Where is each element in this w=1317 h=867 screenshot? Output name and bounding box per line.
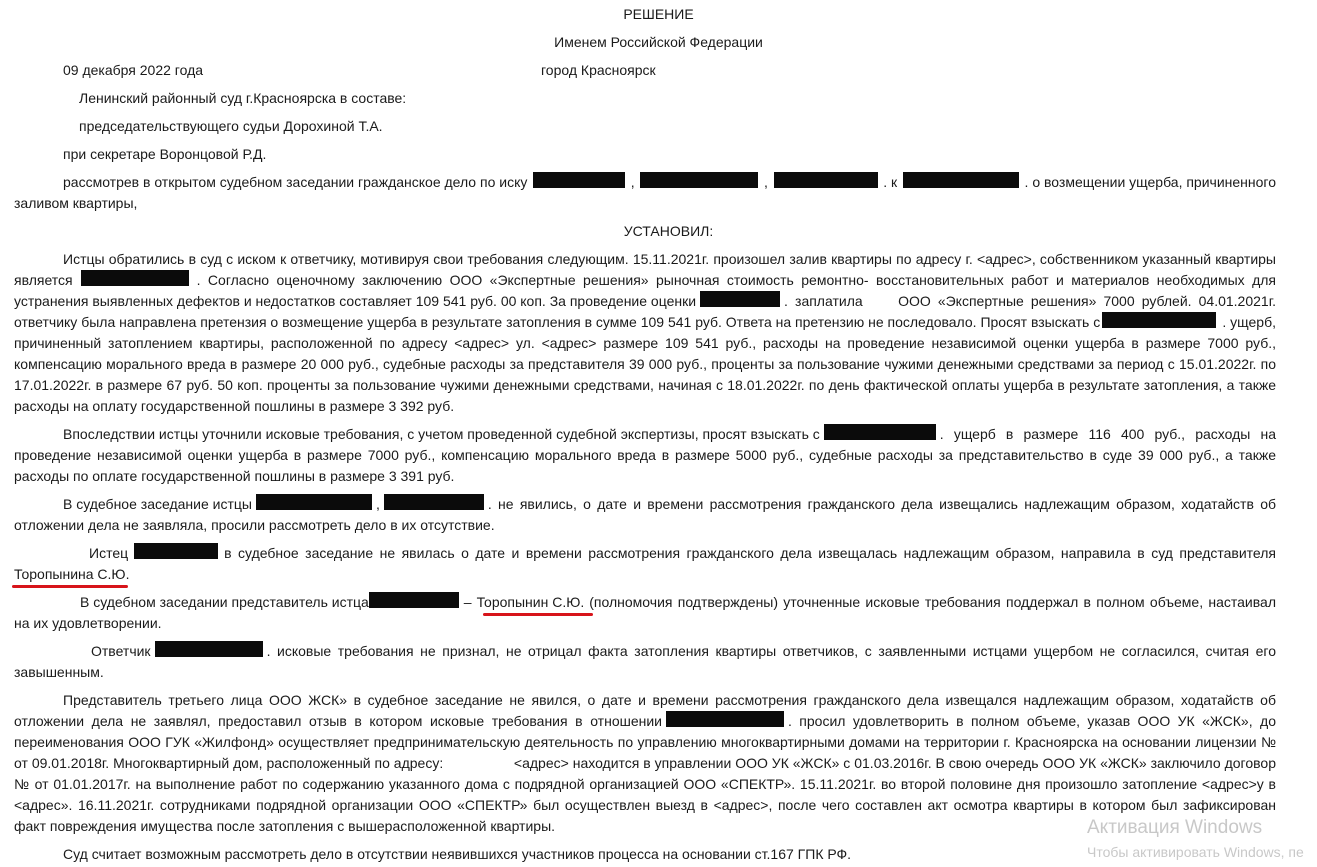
p2-line-3 — [14, 291, 1276, 312]
intro-line-2: заливом квартиры, — [14, 195, 138, 211]
p4-text: В судебное заседание истцы — [63, 496, 252, 512]
p3-line-2: проведение независимой оценки ущерба в размере 7000 руб., компенсацию морального вреда в размере 5000 руб., судебные расходы за представительство в суде 39 000 руб., а также — [14, 447, 1276, 463]
p8-line-5: № от 01.01.2017г. на выполнение работ по содержанию указанного дома с подрядной организацией ООО «СПЕКТР». 15.11.2021г. во второй половине дня произошло затопление <адрес>у в — [14, 776, 1276, 792]
p7-text: . исковые требования не признал, не отрицал факта затопления квартиры ответчиков, с заявленными истцами ущербом не согласился, считая его — [266, 643, 1276, 659]
redaction — [774, 172, 878, 188]
redaction — [155, 641, 263, 657]
section-title: УСТАНОВИЛ: — [623, 223, 714, 239]
p9-line-1: Суд считает возможным рассмотреть дело в отсутствии неявившихся участников процесса на основании ст.167 ГПК РФ. — [63, 846, 852, 862]
p2-text: . Согласно оценочному заключению ООО «Экспертные решения» рыночная стоимость ремонтно- восстановительных работ и материалов необходимых для — [196, 272, 1276, 288]
p6-line-2: на их удовлетворении. — [14, 615, 162, 631]
redaction — [134, 543, 218, 559]
doc-subtitle: Именем Российской Федерации — [554, 34, 763, 50]
redaction — [666, 711, 784, 727]
p7-line-2: завышенным. — [14, 664, 104, 680]
p2-line-1: Истцы обратились в суд с иском к ответчику, мотивируя свои требования следующим. 15.11.2021г. произошел залив квартиры по адресу г. <адрес>, собственником указанный квартиры — [63, 251, 1276, 267]
activation-watermark-title: Активация Windows — [1087, 817, 1263, 838]
intro-line-1 — [63, 172, 1276, 193]
p8-line-1: Представитель третьего лица ООО ЖСК» в судебное заседание не явился, о дате и времени рассмотрения гражданского дела извещался надлежащим образом, ходатайств об — [63, 692, 1276, 708]
p8-line-3: переименования ООО ГУК «Жилфонд» осуществляет предпринимательскую деятельность по управлению многоквартирными домами на территории г. Красноярска на основании лицензии № — [14, 734, 1276, 750]
p4-line-1 — [63, 494, 1276, 515]
p2-line-8: расходы на оплату государственной пошлины в размере 3 392 руб. — [14, 398, 455, 414]
p8-line-7: факт повреждения имущества после затопления с вышерасположенной квартиры. — [14, 818, 556, 834]
p7-text: Ответчик — [91, 643, 151, 659]
representative-name: Торопынин С.Ю. — [476, 594, 585, 610]
p2-text: . ущерб, — [1222, 314, 1276, 330]
intro-text-e: . о возмещении ущерба, причиненного — [1024, 174, 1276, 190]
p4-line-2: отложении дела не заявляла, просили рассмотреть дело в их отсутствие. — [14, 517, 495, 533]
intro-text-d: . к — [883, 174, 898, 190]
p2-line-6: компенсацию морального вреда в размере 20 000 руб., судебные расходы за представителя 39 000 руб., проценты за пользование чужими денежными средствами за период с 15.01.2022г. по — [14, 356, 1276, 372]
redaction — [903, 172, 1019, 188]
redaction — [256, 494, 372, 510]
redaction — [824, 424, 936, 440]
p6-text: В судебном заседании представитель истца — [80, 594, 369, 610]
activation-watermark-subtitle: Чтобы активировать Windows, пе — [1087, 844, 1304, 860]
redaction — [1102, 312, 1216, 328]
p2-text: является — [14, 272, 73, 288]
p2-line-7: 17.01.2022г. в размере 67 руб. 50 коп. проценты за пользование чужими денежными средствами, начиная с 18.01.2022г. по день фактической оплаты ущерба в результате затопления, а также — [14, 377, 1276, 393]
p6-text: (полномочия подтверждены) уточненные исковые требования поддержал в полном объеме, настаивал — [589, 594, 1276, 610]
p3-text: . ущерб в размере 116 400 руб., расходы на — [939, 426, 1276, 442]
redaction — [81, 270, 189, 286]
p3-line-1 — [63, 424, 1276, 445]
redaction — [369, 592, 459, 608]
p5-line-2 — [14, 564, 129, 585]
p5-text: в судебное заседание не явилась о дате и времени рассмотрения гражданского дела извещалась надлежащим образом, направила в суд представителя — [224, 545, 1276, 561]
p2-line-2 — [14, 270, 1276, 291]
court-line-2: председательствующего судьи Дорохиной Т.А. — [79, 118, 383, 134]
court-line-1: Ленинский районный суд г.Красноярска в составе: — [79, 90, 407, 106]
p5-line-1 — [89, 543, 1276, 564]
redaction — [384, 494, 484, 510]
doc-city: город Красноярск — [541, 62, 656, 78]
representative-name: Торопынина С.Ю — [14, 566, 126, 582]
p2-text: . заплатила ООО «Экспертные решения» 7000 рублей. 04.01.2021г. — [784, 293, 1276, 309]
court-line-3: при секретаре Воронцовой Р.Д. — [63, 146, 267, 162]
p8-line-2 — [14, 711, 1276, 732]
p4-text: , — [375, 496, 380, 512]
redaction — [700, 291, 780, 307]
p3-text: Впоследствии истцы уточнили исковые требования, с учетом проведенной судебной экспертизы, просят взыскать с — [63, 426, 820, 442]
p8-text: отложении дела не заявлял, предоставил отзыв в котором исковые требования в отношении — [14, 713, 662, 729]
p6-line-1 — [80, 592, 1276, 613]
p5-text: Истец — [89, 545, 129, 561]
p8-line-6: <адрес». 16.11.2021г. сотрудниками подрядной организации ООО «СПЕКТР» был осуществлен выезд в <адрес>, после чего составлен акт осмотра квартиры в котором был зафиксирован — [14, 797, 1276, 813]
p3-line-3: расходы по оплате государственной пошлины в размере 3 391 руб. — [14, 468, 455, 484]
p6-text: – — [463, 594, 472, 610]
red-underline — [12, 585, 128, 588]
intro-text-a: рассмотрев в открытом судебном заседании гражданское дело по иску — [63, 174, 528, 190]
p5-text: . — [125, 566, 130, 582]
red-underline — [483, 613, 593, 616]
p2-line-5: причиненный затоплением квартиры, расположенной по адресу <адрес> ул. <адрес> размере 109 541 руб., расходы на проведение независимой оценки ущерба в размере 7000 руб., — [14, 335, 1276, 351]
p8-text: . просил удовлетворить в полном объеме, указав ООО УК «ЖСК», до — [788, 713, 1276, 729]
p2-line-4 — [14, 312, 1276, 333]
doc-title: РЕШЕНИЕ — [623, 6, 694, 22]
p2-text: устранения выявленных дефектов и недостатков составляет 109 541 руб. 00 коп. За проведение оценки — [14, 293, 697, 309]
p4-text: . не явились, о дате и времени рассмотрения гражданского дела извещались надлежащим образом, ходатайств об — [487, 496, 1276, 512]
doc-date: 09 декабря 2022 года — [63, 62, 204, 78]
intro-text-c: , — [764, 174, 768, 190]
intro-text-b: , — [630, 174, 635, 190]
redaction — [533, 172, 625, 188]
p7-line-1 — [91, 641, 1276, 662]
p2-text: ответчику была направлена претензия о возмещение ущерба в результате затопления в сумме 109 541 руб. Ответа на претензию не последовало. Просят взыскать с — [14, 314, 1101, 330]
redaction — [640, 172, 758, 188]
p8-line-4: от 09.01.2018г. Многоквартирный дом, расположенный по адресу: <адрес> находится в управлении ООО УК «ЖСК» с 01.03.2016г. В свою очередь ООО УК «ЖСК» заключило договор — [14, 755, 1276, 771]
